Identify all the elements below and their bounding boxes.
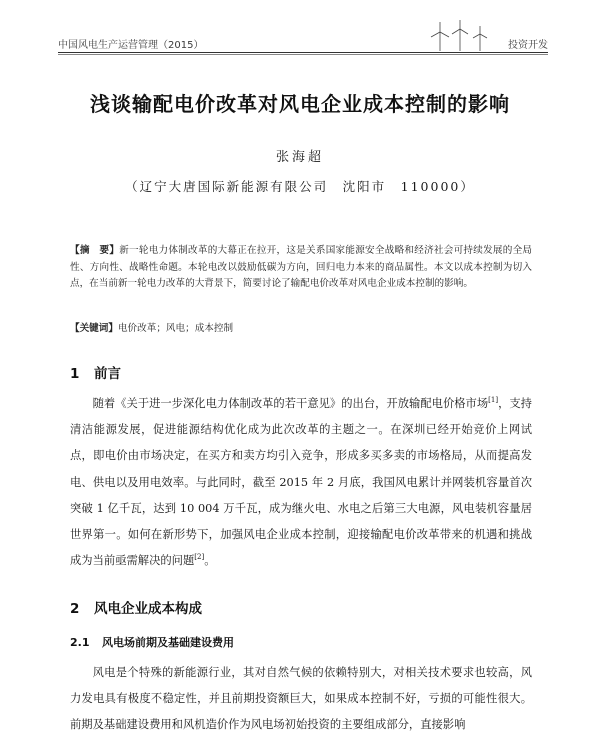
subsection-heading [70, 634, 234, 650]
citation-ref: [1] [488, 396, 499, 405]
author: 张海超 [275, 150, 324, 165]
paragraph-text: ，支持清洁能源发展，促进能源结构优化成为此次改革的主题之一。在深圳已经开始竞价上网试点，即电价由市场决定，在买方和卖方均引入竞争，形成多买多卖的市场格局，从而提高发电、供电以及用电效率。与此同时，截至 2015 年 2 月底，我国风电累计并网装机容量首次突破 1 亿千瓦，达到 10 004 万千瓦，成为继火电、水电之后第三大电源，风电装机容量居世界第一。如何在新形势下，加强风电企业成本控制，迎接输配电价改革带来的机遇和挑战成为当前亟需解决的问题 [70, 397, 532, 568]
section-name: 投资开发 [508, 40, 548, 51]
abstract [70, 243, 532, 293]
section-title: 风电企业成本构成 [94, 601, 202, 617]
journal-name: 中国风电生产运营管理（2015） [58, 40, 204, 51]
article-title: 浅谈输配电价改革对风电企业成本控制的影响 [90, 92, 510, 116]
keywords [70, 320, 532, 334]
section-heading-2 [70, 597, 202, 617]
subsection-number: 2.1 [70, 636, 90, 649]
header-rule [58, 52, 548, 53]
subsection-title: 风电场前期及基础建设费用 [102, 636, 234, 649]
paragraph-text: 随着《关于进一步深化电力体制改革的若干意见》的出台，开放输配电价格市场 [92, 397, 489, 410]
subsection-paragraph [70, 660, 532, 739]
section-number: 1 [70, 366, 80, 382]
abstract-text: 新一轮电力体制改革的大幕正在拉开，这是关系国家能源安全战略和经济社会可持续发展的全局性、方向性、战略性命题。本轮电改以鼓励低碳为方向，回归电力本来的商品属性。本文以成本控制为切入点，在当前新一轮电力改革的大背景下，简要讨论了输配电价改革对风电企业成本控制的影响。 [70, 245, 533, 289]
section-1-paragraph [70, 391, 532, 574]
header-rule-thin [58, 54, 548, 55]
abstract-tag: 【摘 要】 [70, 245, 120, 256]
section-title: 前言 [94, 366, 121, 382]
keywords-tag: 【关键词】 [70, 323, 118, 334]
affiliation: （辽宁大唐国际新能源有限公司 沈阳市 110000） [125, 179, 475, 194]
running-header [58, 34, 548, 54]
keywords-text: 电价改革；风电；成本控制 [117, 323, 234, 334]
paragraph-text: 风电是个特殊的新能源行业，其对自然气候的依赖特别大，对相关技术要求也较高，风力发电具有极度不稳定性，并且前期投资额巨大，如果成本控制不好，亏损的可能性很大。前期及基础建设费用和风机造价作为风电场初始投资的主要组成部分，直接影响 [70, 666, 532, 732]
citation-ref: [2] [194, 553, 205, 562]
section-number: 2 [70, 601, 80, 617]
section-heading-1 [70, 362, 121, 382]
wind-turbine-logo-icon [426, 20, 496, 52]
paragraph-text: 。 [204, 554, 216, 568]
